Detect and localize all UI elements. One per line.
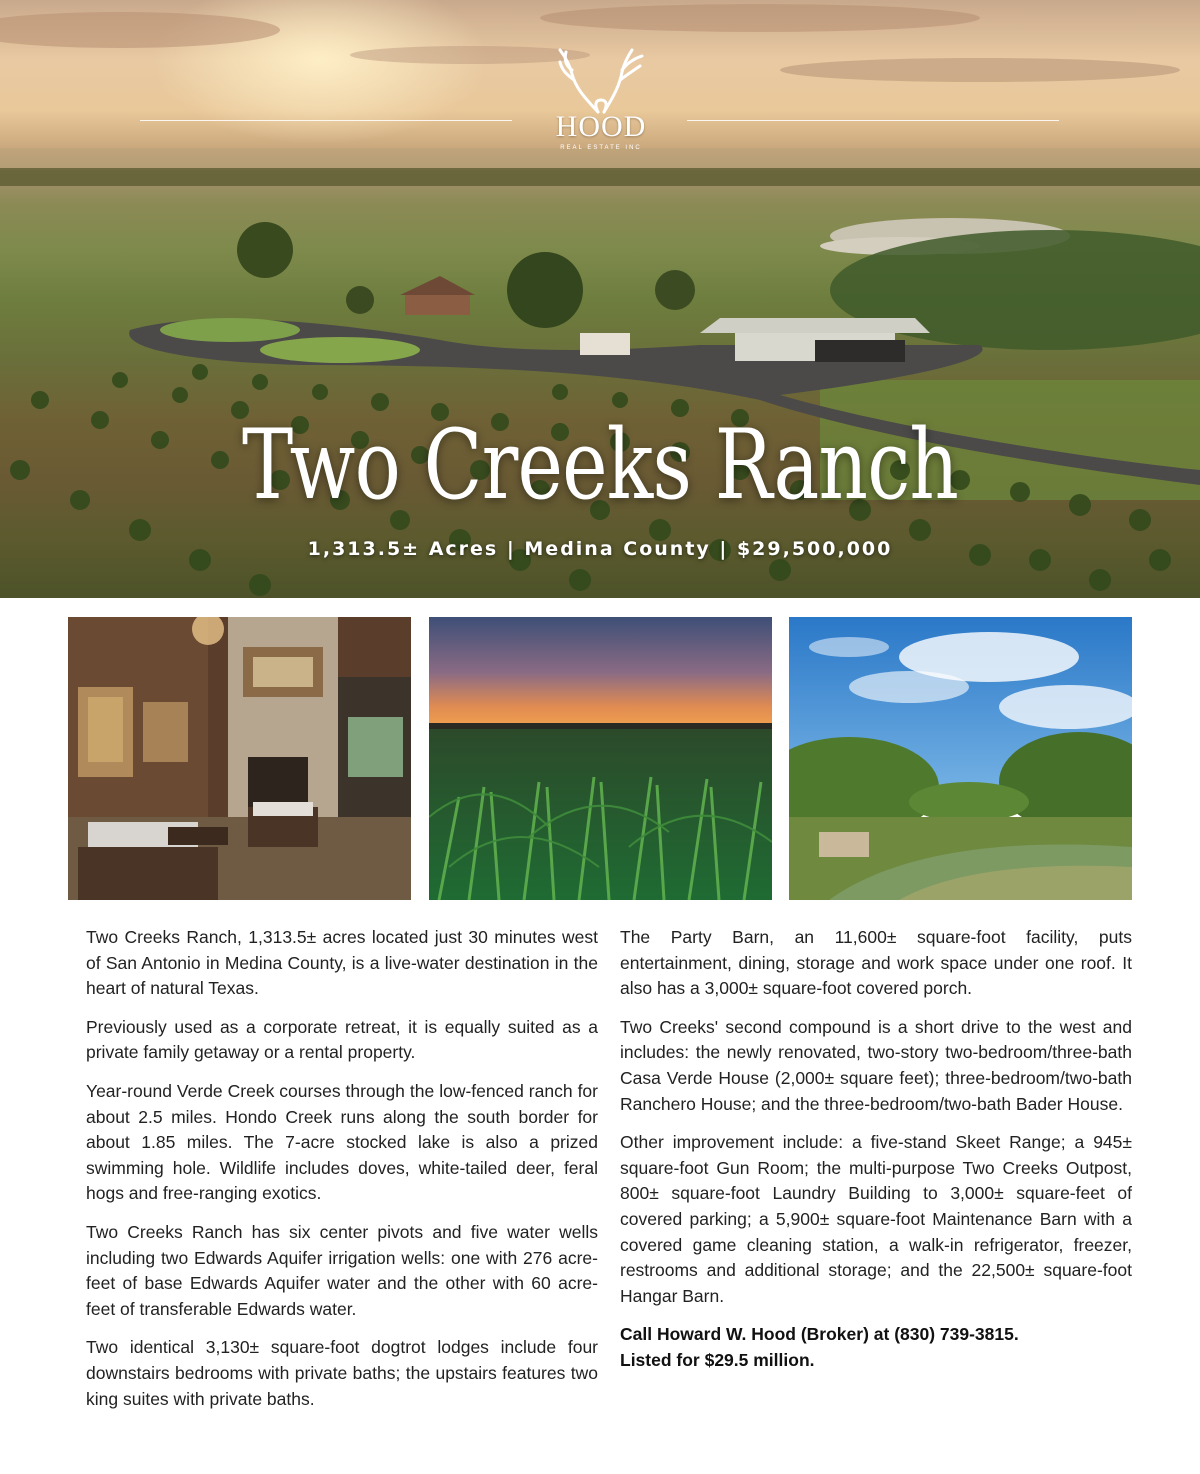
listing-summary: 1,313.5± Acres | Medina County | $29,500,000 [307, 538, 893, 560]
logo-rule-right [687, 120, 1059, 121]
logo-wordmark: HOOD [555, 110, 647, 143]
page-title: Two Creeks Ranch [241, 409, 959, 521]
photo-creek [789, 617, 1132, 900]
logo-tagline: REAL ESTATE INC [560, 145, 642, 151]
listing-price: Listed for $29.5 million. [620, 1349, 815, 1370]
paragraph-party-barn: The Party Barn, an 11,600± square-foot facility, puts entertainment, dining, storage and work space under one roof. It also has a 3,000± square-foot covered porch. [620, 927, 1132, 999]
logo-rule-left [140, 120, 512, 121]
body-column-right [620, 925, 1132, 1387]
photo-lodge-interior [68, 617, 411, 900]
paragraph-wells: Two Creeks Ranch has six center pivots and five water wells including two Edwards Aquifer irrigation wells: one with 276 acre-feet of base Edwards Aquifer water and the other with 60 acre-feet of transferable Edwards water. [86, 1221, 598, 1319]
deer-antler-icon [536, 44, 666, 114]
contact-block [620, 1322, 1132, 1373]
contact-phone[interactable]: Call Howard W. Hood (Broker) at (830) 739-3815. [620, 1324, 1019, 1345]
body-column-left [86, 925, 598, 1425]
paragraph-improvements: Other improvement include: a five-stand Skeet Range; a 945± square-foot Gun Room; the multi-purpose Two Creeks Outpost, 800± square-foot Laundry Building to 3,000± square-feet of covered parking; a 5,900± square-foot Maintenance Barn with a covered game cleaning station, a walk-in refrigerator, freezer, restrooms and additional storage; and the 22,500± square-foot Hangar Barn. [620, 1132, 1132, 1306]
paragraph-water: Year-round Verde Creek courses through the low-fenced ranch for about 2.5 miles. Hondo Creek runs along the south border for about 1.85 miles. The 7-acre stocked lake is also a prized swimming hole. Wildlife includes doves, white-tailed deer, feral hogs and free-ranging exotics. [86, 1080, 598, 1204]
paragraph-overview: Two Creeks Ranch, 1,313.5± acres located just 30 minutes west of San Antonio in Medina County, is a live-water destination in the heart of natural Texas. [86, 927, 598, 999]
paragraph-second-compound: Two Creeks' second compound is a short drive to the west and includes: the newly renovated, two-story two-bedroom/three-bath Casa Verde House (2,000± square feet); three-bedroom/two-bath Ranchero House; and the three-bedroom/two-bath Bader House. [620, 1016, 1132, 1114]
hood-logo [536, 44, 666, 156]
photo-crop-field [429, 617, 772, 900]
hero-image [0, 0, 1200, 598]
paragraph-lodges: Two identical 3,130± square-foot dogtrot lodges include four downstairs bedrooms with private baths; the upstairs features two king suites with private baths. [86, 1337, 598, 1409]
paragraph-uses: Previously used as a corporate retreat, it is equally suited as a private family getaway or a rental property. [86, 1016, 598, 1063]
